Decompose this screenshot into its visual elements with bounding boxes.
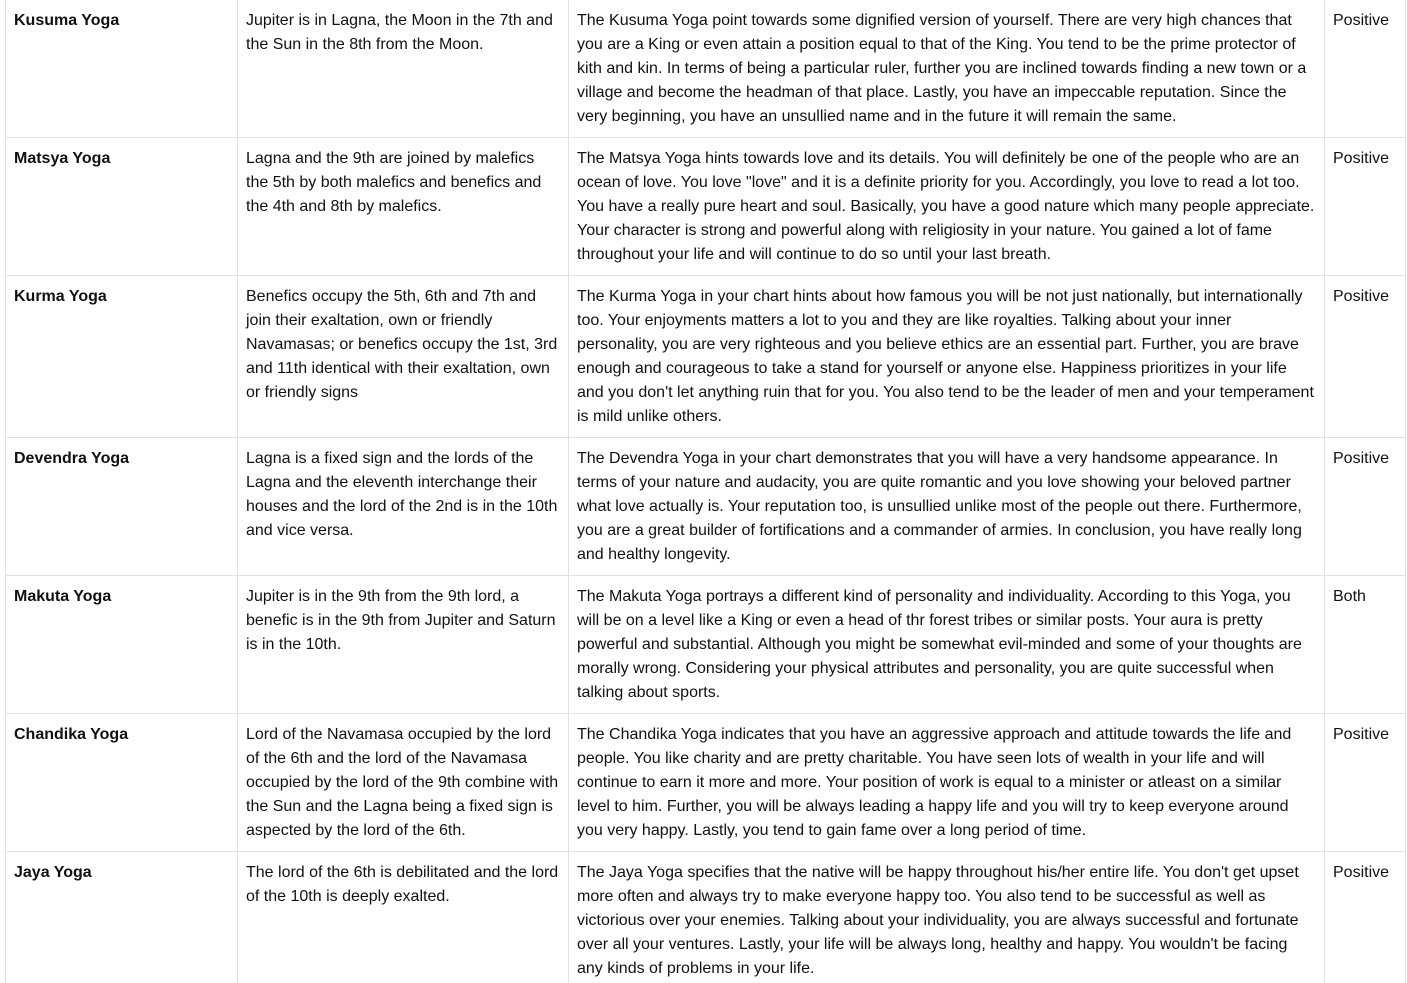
- yoga-nature: Both: [1325, 576, 1406, 714]
- yoga-name: Jaya Yoga: [6, 852, 238, 983]
- yoga-description: The Makuta Yoga portrays a different kind of personality and individuality. According to this Yoga, you will be on a level like a King or even a head of thr forest tribes or similar posts. Your aura is pretty powerful and substantial. Although you might be somewhat evil-minded and some of your thoughts are morally wrong. Considering your physical attributes and personality, you are quite successful when talking about sports.: [569, 576, 1325, 714]
- table-row: [6, 0, 1406, 138]
- yoga-nature: Positive: [1325, 0, 1406, 138]
- yoga-nature: Positive: [1325, 138, 1406, 276]
- yoga-description: The Chandika Yoga indicates that you have an aggressive approach and attitude towards the life and people. You like charity and are pretty charitable. You have seen lots of wealth in your life and will continue to earn it more and more. Your position of work is equal to a minister or atleast on a similar level to him. Further, you will be always leading a happy life and you will try to keep everyone around you very happy. Lastly, you tend to gain fame over a long period of time.: [569, 714, 1325, 852]
- yoga-table: [5, 0, 1406, 983]
- yoga-nature: Positive: [1325, 438, 1406, 576]
- yoga-description: The Kurma Yoga in your chart hints about how famous you will be not just nationally, but internationally too. Your enjoyments matters a lot to you and they are like royalties. Talking about your inner personality, you are very righteous and you believe ethics are an essential part. Further, you are brave enough and courageous to take a stand for yourself or anyone else. Happiness prioritizes in your life and you don't let anything ruin that for you. You also tend to be the leader of men and your temperament is mild unlike others.: [569, 276, 1325, 438]
- yoga-name: Kurma Yoga: [6, 276, 238, 438]
- yoga-name: Makuta Yoga: [6, 576, 238, 714]
- yoga-name: Kusuma Yoga: [6, 0, 238, 138]
- yoga-name: Devendra Yoga: [6, 438, 238, 576]
- yoga-condition: The lord of the 6th is debilitated and the lord of the 10th is deeply exalted.: [238, 852, 569, 983]
- table-row: [6, 438, 1406, 576]
- yoga-description: The Kusuma Yoga point towards some dignified version of yourself. There are very high chances that you are a King or even attain a position equal to that of the King. You tend to be the prime protector of kith and kin. In terms of being a particular ruler, further you are inclined towards finding a new town or a village and become the headman of that place. Lastly, you have an impeccable reputation. Since the very beginning, you have an unsullied name and in the future it will remain the same.: [569, 0, 1325, 138]
- yoga-description: The Jaya Yoga specifies that the native will be happy throughout his/her entire life. You don't get upset more often and always try to make everyone happy too. You also tend to be successful as well as victorious over your enemies. Talking about your individuality, you are always successful and fortunate over all your ventures. Lastly, your life will be always long, healthy and happy. You wouldn't be facing any kinds of problems in your life.: [569, 852, 1325, 983]
- yoga-nature: Positive: [1325, 276, 1406, 438]
- yoga-condition: Jupiter is in Lagna, the Moon in the 7th and the Sun in the 8th from the Moon.: [238, 0, 569, 138]
- table-row: [6, 852, 1406, 983]
- yoga-name: Chandika Yoga: [6, 714, 238, 852]
- yoga-condition: Lord of the Navamasa occupied by the lord of the 6th and the lord of the Navamasa occupied by the lord of the 9th combine with the Sun and the Lagna being a fixed sign is aspected by the lord of the 6th.: [238, 714, 569, 852]
- yoga-condition: Lagna and the 9th are joined by malefics the 5th by both malefics and benefics and the 4th and 8th by malefics.: [238, 138, 569, 276]
- yoga-nature: Positive: [1325, 852, 1406, 983]
- table-row: [6, 138, 1406, 276]
- table-row: [6, 576, 1406, 714]
- yoga-name: Matsya Yoga: [6, 138, 238, 276]
- yoga-condition: Benefics occupy the 5th, 6th and 7th and join their exaltation, own or friendly Navamasas; or benefics occupy the 1st, 3rd and 11th identical with their exaltation, own or friendly signs: [238, 276, 569, 438]
- yoga-condition: Jupiter is in the 9th from the 9th lord, a benefic is in the 9th from Jupiter and Saturn is in the 10th.: [238, 576, 569, 714]
- yoga-nature: Positive: [1325, 714, 1406, 852]
- table-row: [6, 714, 1406, 852]
- yoga-description: The Devendra Yoga in your chart demonstrates that you will have a very handsome appearance. In terms of your nature and audacity, you are quite romantic and you love showing your beloved partner what love actually is. Your reputation too, is unsullied unlike most of the people out there. Furthermore, you are a great builder of fortifications and a commander of armies. In conclusion, you have really long and healthy longevity.: [569, 438, 1325, 576]
- table-row: [6, 276, 1406, 438]
- yoga-description: The Matsya Yoga hints towards love and its details. You will definitely be one of the people who are an ocean of love. You love "love" and it is a definite priority for you. Accordingly, you love to read a lot too. You have a really pure heart and soul. Basically, you have a good nature which many people appreciate. Your character is strong and powerful along with religiosity in your nature. You gained a lot of fame throughout your life and will continue to do so until your last breath.: [569, 138, 1325, 276]
- yoga-condition: Lagna is a fixed sign and the lords of the Lagna and the eleventh interchange their houses and the lord of the 2nd is in the 10th and vice versa.: [238, 438, 569, 576]
